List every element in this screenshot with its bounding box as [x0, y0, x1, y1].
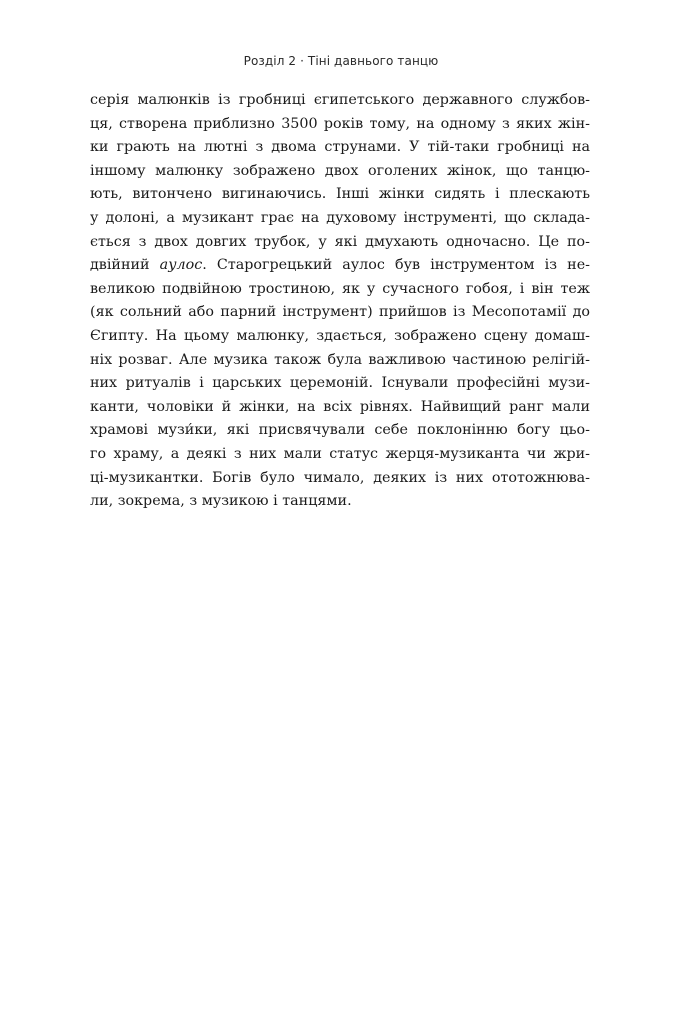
- text-line: них ритуалів і царських церемоній. Існували професійні музи-: [90, 375, 590, 392]
- text-line: великою подвійною тростиною, як у сучасного гобоя, і він теж: [90, 280, 590, 297]
- text-segment: . Старогрецький аулос був інструментом із не-: [202, 257, 590, 274]
- text-line: ють, витончено вигинаючись. Інші жінки сидять і плескають: [90, 186, 590, 203]
- text-line-last: ли, зокрема, з музикою і танцями.: [90, 493, 352, 510]
- text-line: ки грають на лютні з двома струнами. У тій-таки гробниці на: [90, 139, 590, 156]
- text-line: канти, чоловіки й жінки, на всіх рівнях. Найвищий ранг мали: [90, 398, 590, 415]
- text-line: го храму, а деякі з них мали статус жерця-музиканта чи жри-: [90, 445, 590, 462]
- italic-term: аулос: [159, 257, 203, 274]
- text-line: ніх розваг. Але музика також була важливою частиною релігій-: [90, 351, 590, 368]
- text-line: (як сольний або парний інструмент) прийшов із Месопотамії до: [90, 304, 590, 321]
- running-header: Розділ 2 · Тіні давнього танцю: [243, 54, 439, 68]
- text-line: серія малюнків із гробниці єгипетського державного службов-: [90, 92, 590, 108]
- text-line-with-term: [90, 254, 590, 278]
- text-line: іншому малюнку зображено двох оголених жінок, що танцю-: [90, 162, 590, 179]
- body-paragraph: [90, 89, 590, 514]
- text-line: ця, створена приблизно 3500 років тому, на одному з яких жін-: [90, 115, 590, 132]
- text-line: ці-музикантки. Богів було чимало, деяких із них ототожнюва-: [90, 469, 590, 486]
- text-line: у долоні, а музикант грає на духовому інструменті, що склада-: [90, 209, 590, 226]
- text-line: храмові музи́ки, які присвячували себе поклонінню богу цьо-: [90, 422, 590, 439]
- text-line: ється з двох довгих трубок, у які дмухають одночасно. Це по-: [90, 233, 590, 250]
- text-line: Єгипту. На цьому малюнку, здається, зображено сцену домаш-: [90, 327, 590, 344]
- text-segment: двійний: [90, 257, 160, 274]
